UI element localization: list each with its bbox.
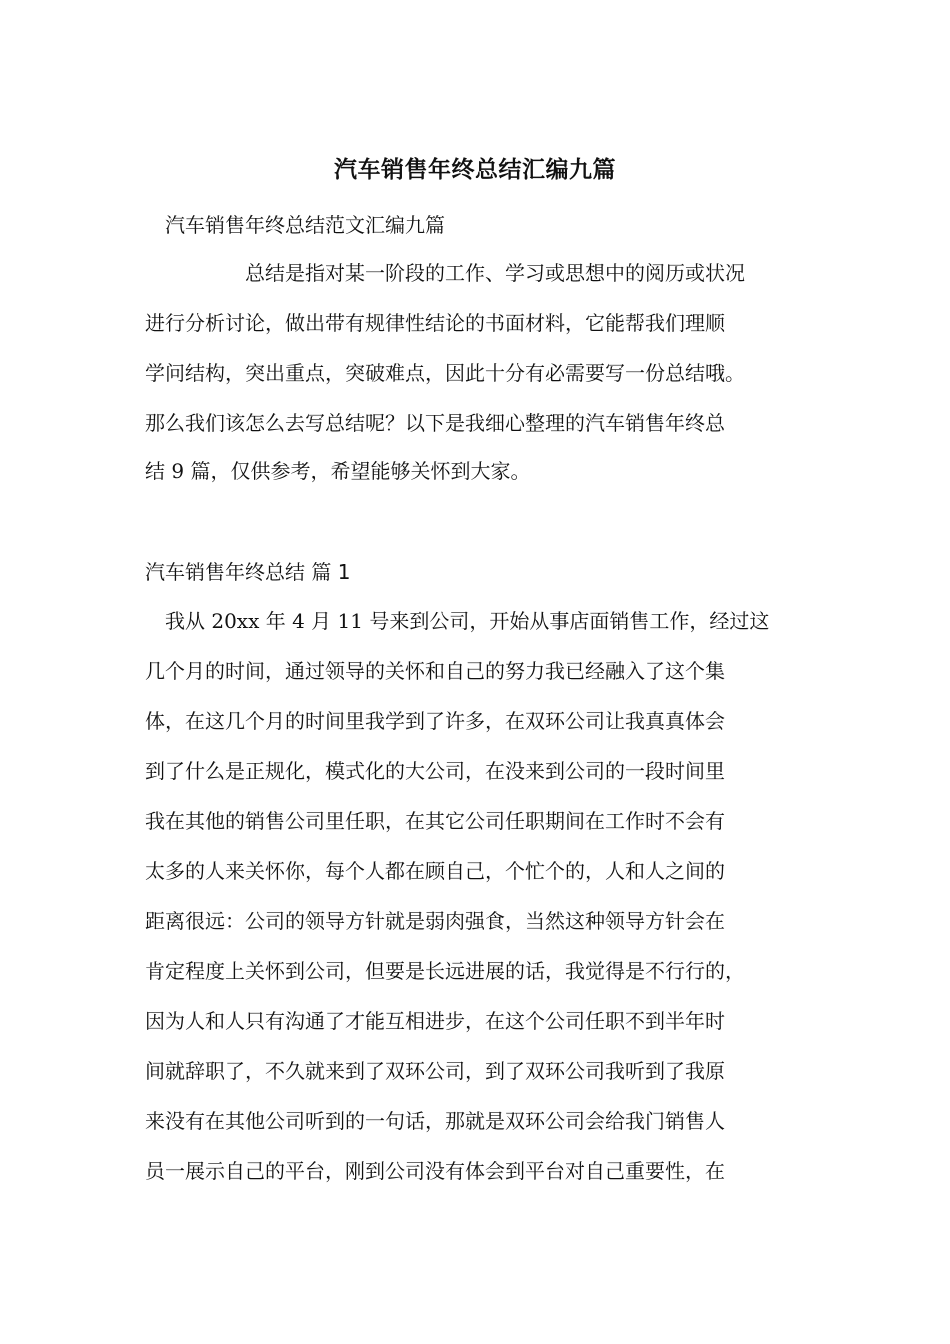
section-heading: 汽车销售年终总结 篇 1 <box>145 560 351 584</box>
intro-line: 进行分析讨论，做出带有规律性结论的书面材料，它能帮我们理顺 <box>145 311 725 335</box>
intro-line: 那么我们该怎么去写总结呢？以下是我细心整理的汽车销售年终总 <box>145 411 725 435</box>
body-line: 太多的人来关怀你，每个人都在顾自己，个忙个的，人和人之间的 <box>145 859 725 883</box>
body-line: 肯定程度上关怀到公司，但要是长远进展的话，我觉得是不行行的， <box>145 959 745 983</box>
intro-line: 总结是指对某一阶段的工作、学习或思想中的阅历或状况 <box>245 261 745 285</box>
intro-line: 学问结构，突出重点，突破难点，因此十分有必需要写一份总结哦。 <box>145 361 745 385</box>
body-line: 因为人和人只有沟通了才能互相进步，在这个公司任职不到半年时 <box>145 1009 725 1033</box>
document-title: 汽车销售年终总结汇编九篇 <box>334 157 616 183</box>
body-line: 几个月的时间，通过领导的关怀和自己的努力我已经融入了这个集 <box>145 659 725 683</box>
body-line: 距离很远：公司的领导方针就是弱肉强食，当然这种领导方针会在 <box>145 909 725 933</box>
body-line: 体，在这几个月的时间里我学到了许多，在双环公司让我真真体会 <box>145 709 725 733</box>
body-line: 间就辞职了，不久就来到了双环公司，到了双环公司我听到了我原 <box>145 1059 725 1083</box>
body-line: 来没有在其他公司听到的一句话，那就是双环公司会给我门销售人 <box>145 1109 725 1133</box>
body-line: 我从 20xx 年 4 月 11 号来到公司，开始从事店面销售工作，经过这 <box>165 609 770 633</box>
document-subtitle: 汽车销售年终总结范文汇编九篇 <box>165 213 445 237</box>
body-line: 员一展示自己的平台，刚到公司没有体会到平台对自己重要性，在 <box>145 1159 725 1183</box>
body-line: 到了什么是正规化，模式化的大公司，在没来到公司的一段时间里 <box>145 759 725 783</box>
intro-line: 结 9 篇，仅供参考，希望能够关怀到大家。 <box>145 459 531 483</box>
body-line: 我在其他的销售公司里任职，在其它公司任职期间在工作时不会有 <box>145 809 725 833</box>
